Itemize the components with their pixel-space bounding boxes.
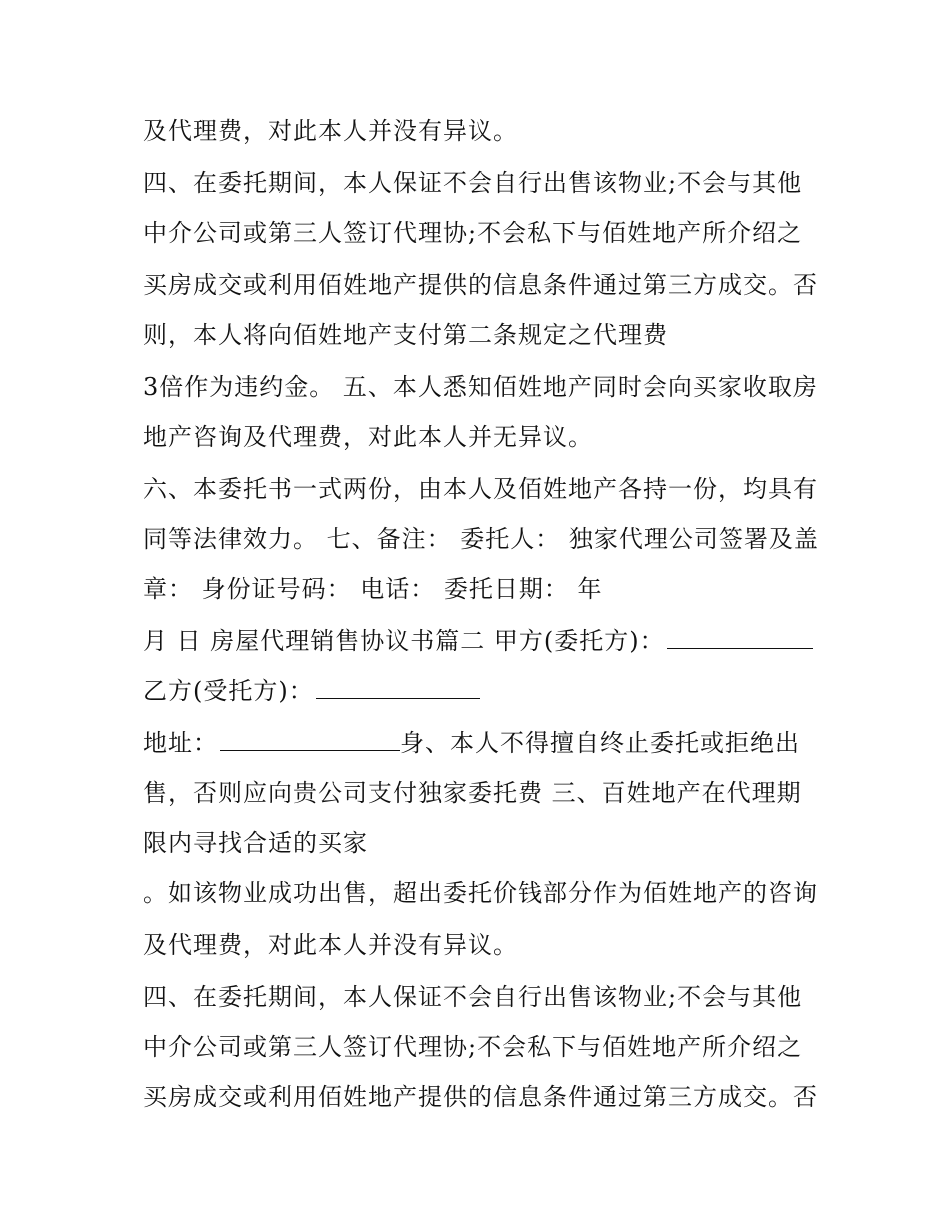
text-line: 四、在委托期间，本人保证不会自行出售该物业;不会与其他 (143, 169, 803, 197)
text-line: 中介公司或第三人签订代理协;不会私下与佰姓地产所介绍之 (143, 219, 803, 247)
text-line: 地产咨询及代理费，对此本人并无异议。 (143, 423, 593, 451)
party-b-line (143, 676, 480, 706)
text-line: 则，本人将向佰姓地产支付第二条规定之代理费 (143, 321, 668, 349)
text-line: 六、本委托书一式两份，由本人及佰姓地产各持一份，均具有 (143, 475, 818, 503)
text-line: 售，否则应向贵公司支付独家委托费 三、百姓地产在代理期 (143, 779, 802, 807)
text-line: 买房成交或利用佰姓地产提供的信息条件通过第三方成交。否 (143, 1083, 818, 1111)
text-line: 3倍作为违约金。 五、本人悉知佰姓地产同时会向买家收取房 (143, 373, 818, 401)
party-b-label: 乙方(受托方)： (143, 677, 314, 705)
address-tail-text: 身、本人不得擅自终止委托或拒绝出 (400, 729, 800, 757)
party-a-line (143, 626, 813, 656)
text-line: 及代理费，对此本人并没有异议。 (143, 931, 518, 959)
party-a-blank (667, 626, 813, 649)
address-line (143, 728, 800, 758)
text-line: 。如该物业成功出售，超出委托价钱部分作为佰姓地产的咨询 (143, 879, 818, 907)
text-line: 限内寻找合适的买家 (143, 829, 368, 857)
text-line: 及代理费，对此本人并没有异议。 (143, 117, 518, 145)
address-label: 地址： (143, 729, 218, 757)
text-line: 买房成交或利用佰姓地产提供的信息条件通过第三方成交。否 (143, 271, 818, 299)
text-line: 中介公司或第三人签订代理协;不会私下与佰姓地产所介绍之 (143, 1033, 803, 1061)
party-b-blank (316, 676, 480, 699)
party-a-label: 月 日 房屋代理销售协议书篇二 甲方(委托方)： (143, 627, 665, 655)
text-line: 同等法律效力。 七、备注： 委托人： 独家代理公司签署及盖 (143, 525, 819, 553)
text-line: 四、在委托期间，本人保证不会自行出售该物业;不会与其他 (143, 983, 803, 1011)
text-line: 章： 身份证号码： 电话： 委托日期： 年 (143, 575, 603, 603)
address-blank (220, 728, 400, 751)
